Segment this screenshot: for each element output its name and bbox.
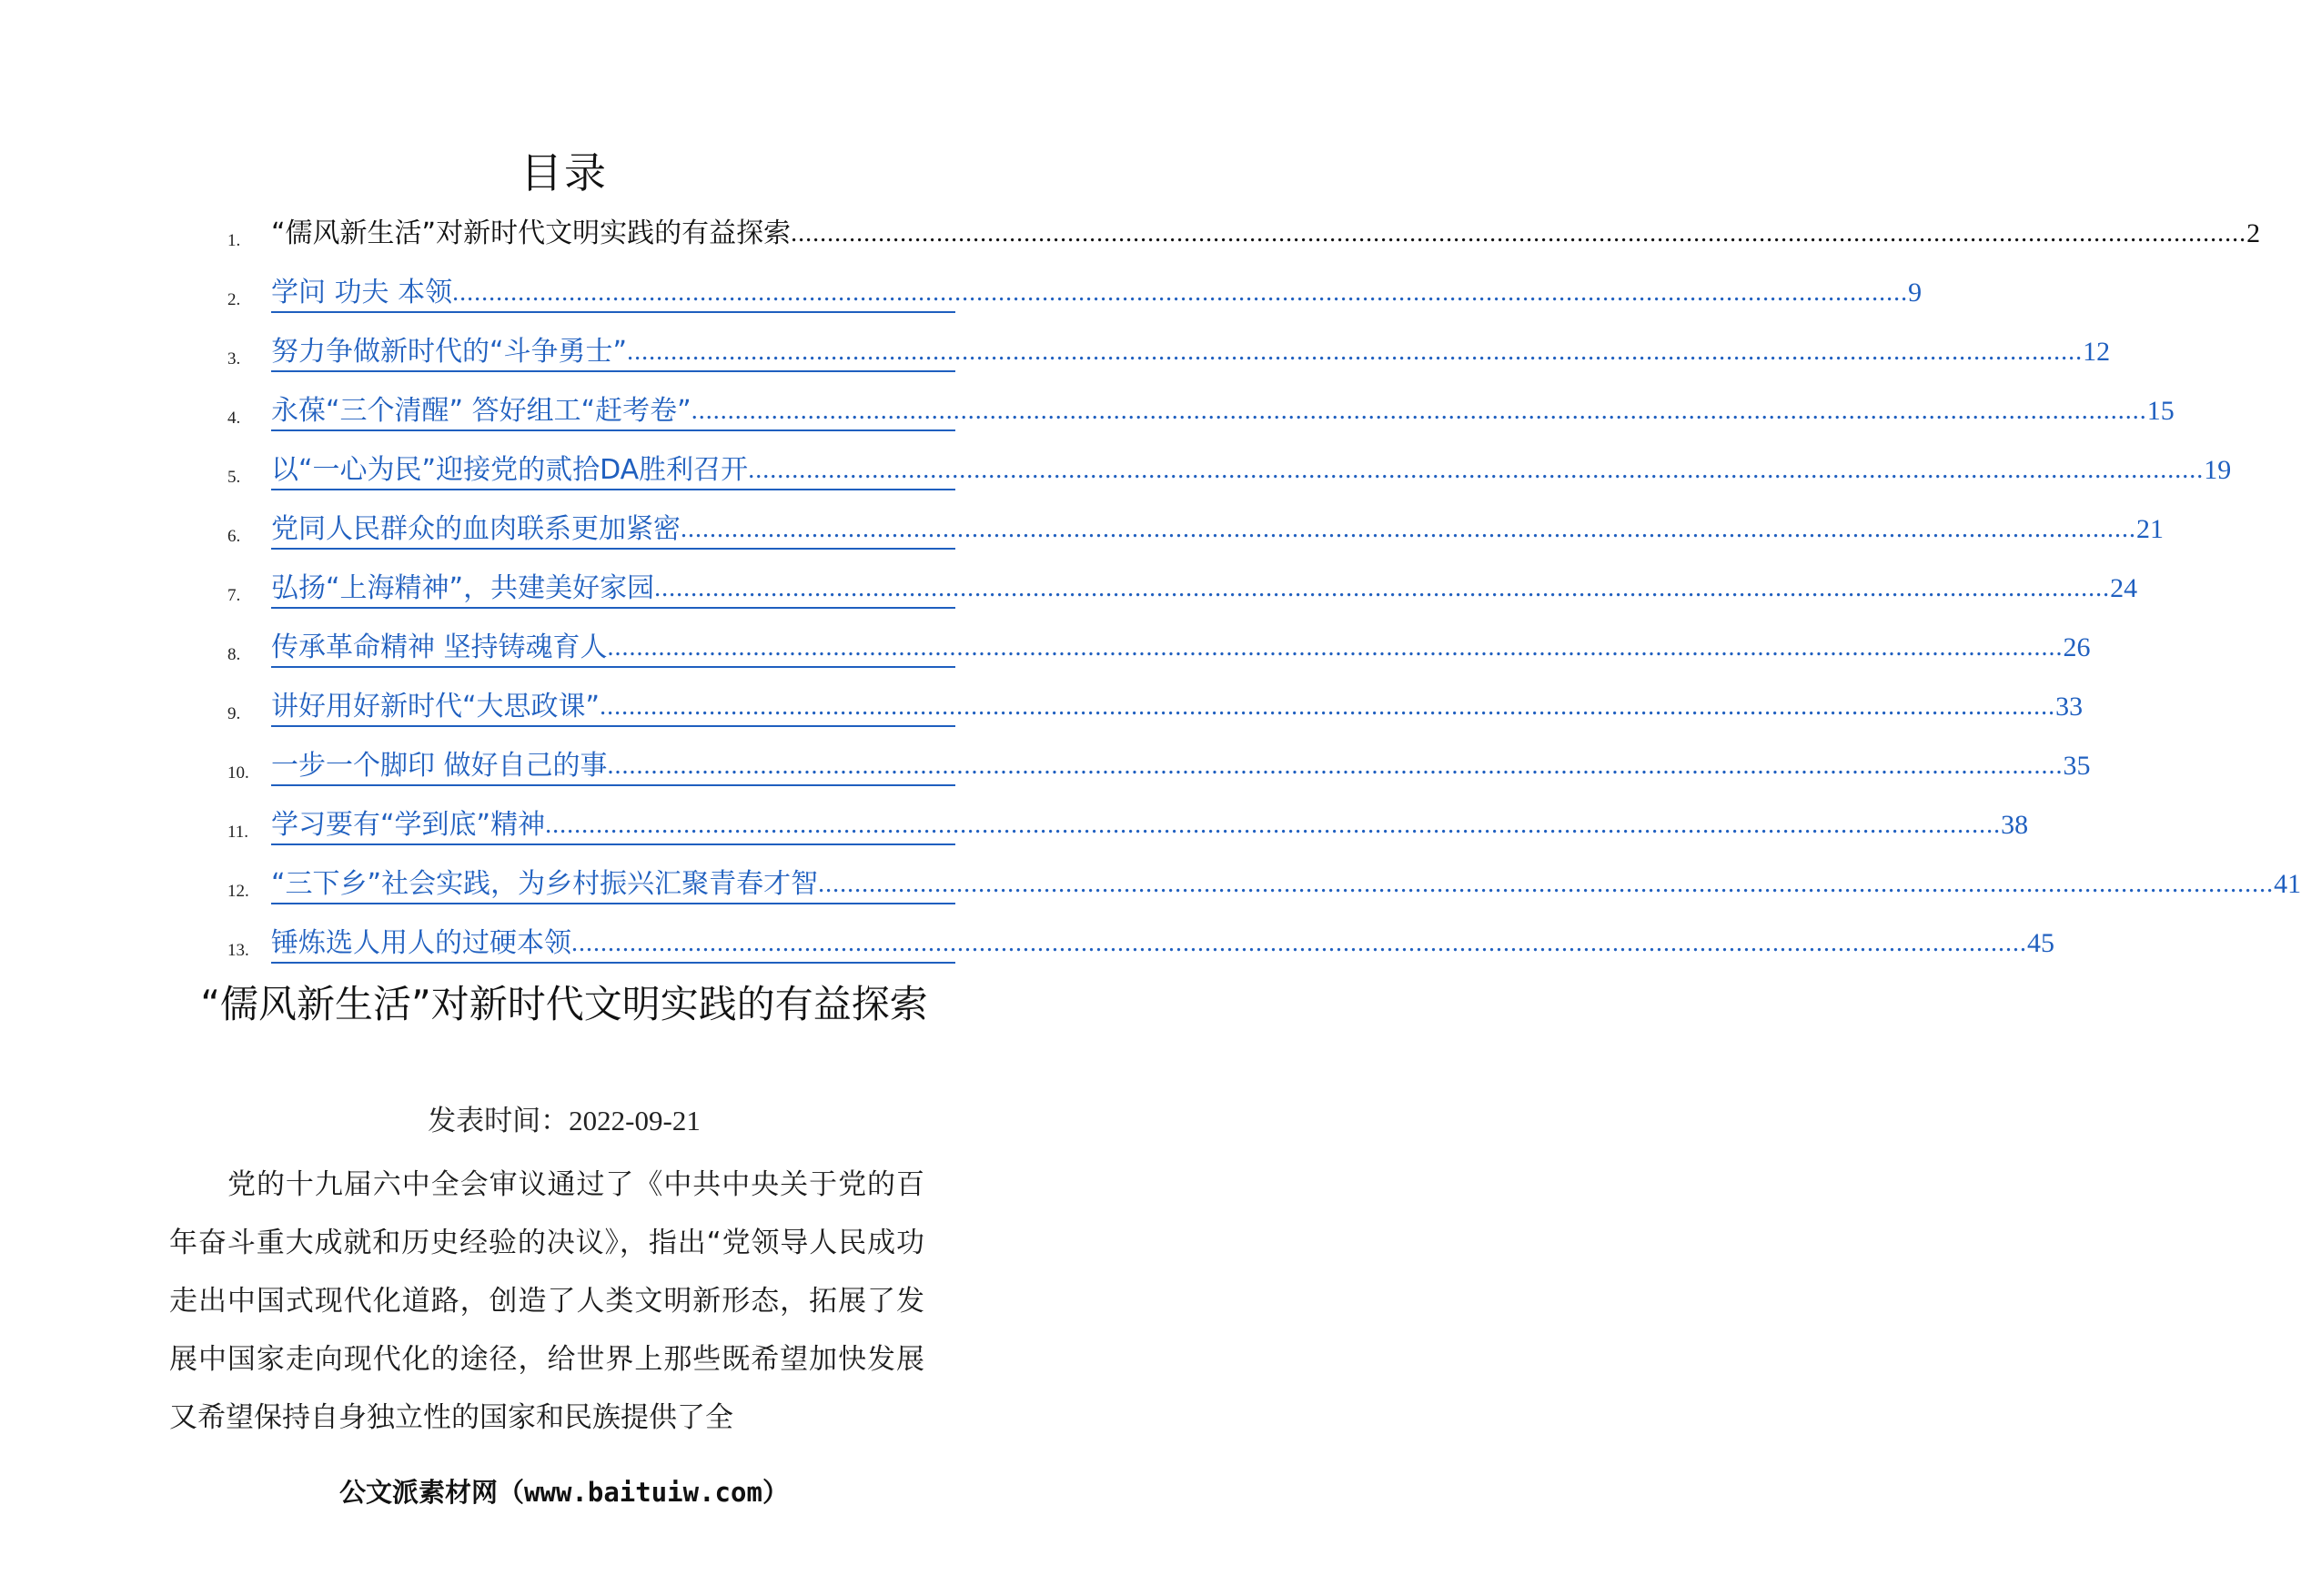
toc-leader-dots: ........................................................................................................................................................................................................ bbox=[452, 278, 1909, 307]
toc-number: 11. bbox=[227, 823, 249, 842]
publish-date-value: 2022-09-21 bbox=[569, 1105, 701, 1136]
article-title: “儒风新生活”对新时代文明实践的有益探索 bbox=[200, 982, 928, 1026]
toc-number: 3. bbox=[227, 349, 241, 369]
toc-number: 2. bbox=[227, 290, 241, 309]
toc-page-number: 38 bbox=[2001, 810, 2029, 840]
toc-entry-link[interactable] bbox=[271, 866, 2301, 904]
toc-leader-dots: ........................................................................................................................................................................................................ bbox=[654, 574, 2111, 602]
toc-leader-dots: ........................................................................................................................................................................................................ bbox=[681, 515, 2136, 543]
toc-entry-title: “儒风新生活”对新时代文明实践的有益探索 bbox=[271, 217, 792, 249]
toc-leader-dots: ........................................................................................................................................................................................................ bbox=[691, 397, 2147, 425]
toc-leader-dots: ........................................................................................................................................................................................................ bbox=[627, 338, 2084, 366]
toc-entry-title: 学习要有“学到底”精神 bbox=[271, 809, 546, 841]
toc-row bbox=[227, 571, 2138, 630]
toc-entry-title: 锤炼选人用人的过硬本领 bbox=[271, 927, 571, 959]
toc-leader-dots: ........................................................................................................................................................................................................ bbox=[791, 219, 2247, 247]
toc-row bbox=[227, 689, 2084, 748]
toc-entry-title: 永葆“三个清醒” 答好组工“赶考卷” bbox=[271, 395, 691, 427]
toc-leader-dots: ........................................................................................................................................................................................................ bbox=[600, 692, 2056, 721]
toc-row bbox=[227, 275, 1923, 334]
toc-row bbox=[227, 748, 2091, 807]
publish-date bbox=[0, 1101, 1128, 1141]
toc-row bbox=[227, 216, 2261, 275]
toc-entry-link[interactable] bbox=[271, 630, 2091, 668]
toc-leader-dots: ........................................................................................................................................................................................................ bbox=[607, 633, 2064, 662]
toc-number: 8. bbox=[227, 645, 241, 664]
toc-row bbox=[227, 866, 2301, 925]
toc-page-number: 21 bbox=[2136, 514, 2164, 544]
toc-page-number: 33 bbox=[2055, 692, 2084, 722]
toc-entry-link[interactable] bbox=[271, 275, 1923, 313]
toc-row bbox=[227, 334, 2111, 393]
toc-page-number: 9 bbox=[1908, 278, 1923, 308]
toc-entry-title: “三下乡”社会实践，为乡村振兴汇聚青春才智 bbox=[271, 868, 819, 900]
toc-row bbox=[227, 630, 2091, 689]
toc-entry-link[interactable] bbox=[271, 216, 2261, 252]
toc-entry-link[interactable] bbox=[271, 334, 2111, 372]
toc-leader-dots: ........................................................................................................................................................................................................ bbox=[607, 752, 2064, 780]
table-of-contents bbox=[227, 216, 2301, 985]
toc-page-number: 2 bbox=[2246, 218, 2261, 248]
publish-date-label: 发表时间： bbox=[428, 1105, 570, 1137]
toc-number: 6. bbox=[227, 527, 241, 546]
toc-entry-title: 努力争做新时代的“斗争勇士” bbox=[271, 336, 628, 368]
toc-page-number: 41 bbox=[2274, 869, 2301, 899]
toc-entry-title: 弘扬“上海精神”，共建美好家园 bbox=[271, 572, 655, 604]
toc-entry-link[interactable] bbox=[271, 748, 2091, 786]
toc-entry-link[interactable] bbox=[271, 689, 2084, 727]
toc-leader-dots: ........................................................................................................................................................................................................ bbox=[748, 456, 2205, 484]
toc-entry-link[interactable] bbox=[271, 393, 2175, 431]
toc-row bbox=[227, 452, 2232, 511]
toc-entry-link[interactable] bbox=[271, 571, 2138, 609]
toc-entry-title: 讲好用好新时代“大思政课” bbox=[271, 691, 600, 722]
toc-number: 7. bbox=[227, 586, 241, 605]
toc-entry-title: 学问 功夫 本领 bbox=[271, 277, 453, 308]
toc-leader-dots: ........................................................................................................................................................................................................ bbox=[545, 811, 2002, 839]
toc-row bbox=[227, 925, 2054, 985]
toc-number: 1. bbox=[227, 231, 241, 250]
toc-entry-link[interactable] bbox=[271, 452, 2232, 490]
toc-number: 13. bbox=[227, 941, 249, 960]
toc-page-number: 26 bbox=[2063, 632, 2091, 662]
toc-leader-dots: ........................................................................................................................................................................................................ bbox=[818, 870, 2275, 898]
toc-row bbox=[227, 807, 2029, 866]
toc-number: 9. bbox=[227, 704, 241, 723]
toc-row bbox=[227, 393, 2175, 452]
toc-page-number: 15 bbox=[2146, 396, 2175, 426]
toc-entry-title: 党同人民群众的血肉联系更加紧密 bbox=[271, 513, 681, 545]
toc-page-number: 24 bbox=[2110, 573, 2138, 603]
footer-watermark: 公文派素材网（www.baituiw.com） bbox=[339, 1477, 789, 1508]
toc-page-number: 35 bbox=[2063, 751, 2091, 781]
toc-entry-title: 以“一心为民”迎接党的贰拾DA胜利召开 bbox=[271, 454, 749, 486]
toc-number: 10. bbox=[227, 763, 249, 783]
toc-title: 目录 bbox=[520, 148, 608, 197]
toc-entry-link[interactable] bbox=[271, 511, 2164, 550]
toc-leader-dots: ........................................................................................................................................................................................................ bbox=[571, 929, 2027, 957]
toc-number: 4. bbox=[227, 409, 241, 428]
toc-number: 12. bbox=[227, 882, 249, 901]
toc-entry-title: 一步一个脚印 做好自己的事 bbox=[271, 750, 608, 782]
toc-page-number: 45 bbox=[2027, 928, 2054, 958]
toc-number: 5. bbox=[227, 468, 241, 487]
article-body: 党的十九届六中全会审议通过了《中共中央关于党的百年奋斗重大成就和历史经验的决议》，指出“党领导人民成功走出中国式现代化道路，创造了人类文明新形态，拓展了发展中国家走向现代化的途径，给世界上那些既希望加快发展又希望保持自身独立性的国家和民族提供了全 bbox=[169, 1168, 924, 1434]
toc-row bbox=[227, 511, 2164, 571]
toc-entry-link[interactable] bbox=[271, 925, 2054, 964]
toc-entry-title: 传承革命精神 坚持铸魂育人 bbox=[271, 631, 608, 663]
toc-page-number: 12 bbox=[2083, 337, 2111, 367]
toc-entry-link[interactable] bbox=[271, 807, 2029, 845]
toc-page-number: 19 bbox=[2204, 455, 2232, 485]
